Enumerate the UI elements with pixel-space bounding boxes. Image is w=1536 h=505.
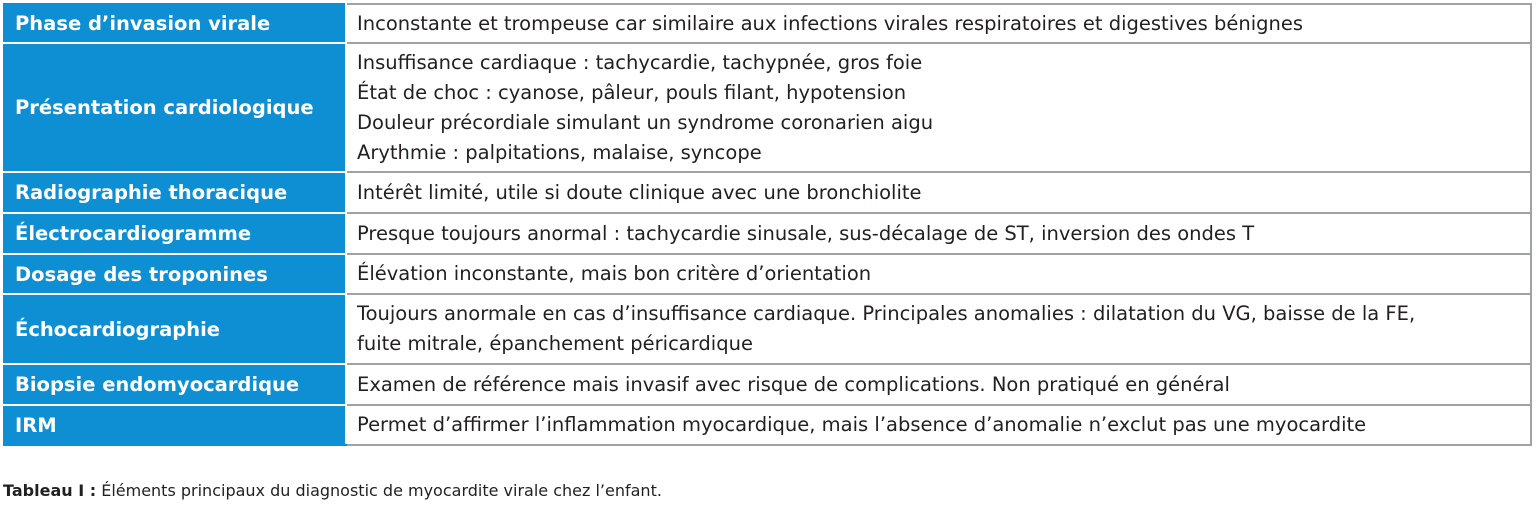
value-line: Permet d’affirmer l’inflammation myocardique, mais l’absence d’anomalie n’exclut pas une myocardite [357,413,1367,436]
table-row [4,294,1531,364]
diagnosis-table [3,3,1532,446]
value-line: Inconstante et trompeuse car similaire aux infections virales respiratoires et digestives bénignes [357,11,1304,35]
row-label: Biopsie endomyocardique [4,364,346,405]
table-row [4,364,1531,405]
value-line: Examen de référence mais invasif avec risque de complications. Non pratiqué en général [357,372,1230,396]
table-row [4,172,1531,213]
row-label: Présentation cardiologique [4,43,346,172]
row-value [346,294,1531,364]
row-value [346,213,1531,254]
row-value [346,254,1531,294]
table-row [4,405,1531,445]
value-line: Douleur précordiale simulant un syndrome coronarien aigu [357,110,934,134]
value-line: État de choc : cyanose, pâleur, pouls filant, hypotension [357,80,907,104]
table-row [4,254,1531,294]
caption-label: Tableau I : [3,481,97,500]
value-line: Arythmie : palpitations, malaise, syncope [357,140,762,164]
table-row [4,4,1531,43]
row-label: IRM [4,405,346,445]
row-label: Électrocardiogramme [4,213,346,254]
caption-text: Éléments principaux du diagnostic de myocardite virale chez l’enfant. [96,481,662,500]
value-line: Intérêt limité, utile si doute clinique avec une bronchiolite [357,180,922,204]
row-label: Échocardiographie [4,294,346,364]
row-label: Dosage des troponines [4,254,346,294]
table-row [4,43,1531,172]
row-value [346,172,1531,213]
row-value [346,4,1531,43]
row-label: Radiographie thoracique [4,172,346,213]
value-line: Élévation inconstante, mais bon critère d’orientation [357,262,872,285]
value-line: fuite mitrale, épanchement péricardique [357,332,753,355]
table-row [4,213,1531,254]
value-line: Presque toujours anormal : tachycardie sinusale, sus-décalage de ST, inversion des ondes T [357,221,1255,245]
value-line: Toujours anormale en cas d’insuffisance cardiaque. Principales anomalies : dilatation du VG, baisse de la FE, [357,302,1416,325]
value-line: Insuffisance cardiaque : tachycardie, tachypnée, gros foie [357,50,923,74]
row-value [346,405,1531,445]
row-value [346,43,1531,172]
row-value [346,364,1531,405]
row-label: Phase d’invasion virale [4,4,346,43]
table-caption [3,481,662,500]
